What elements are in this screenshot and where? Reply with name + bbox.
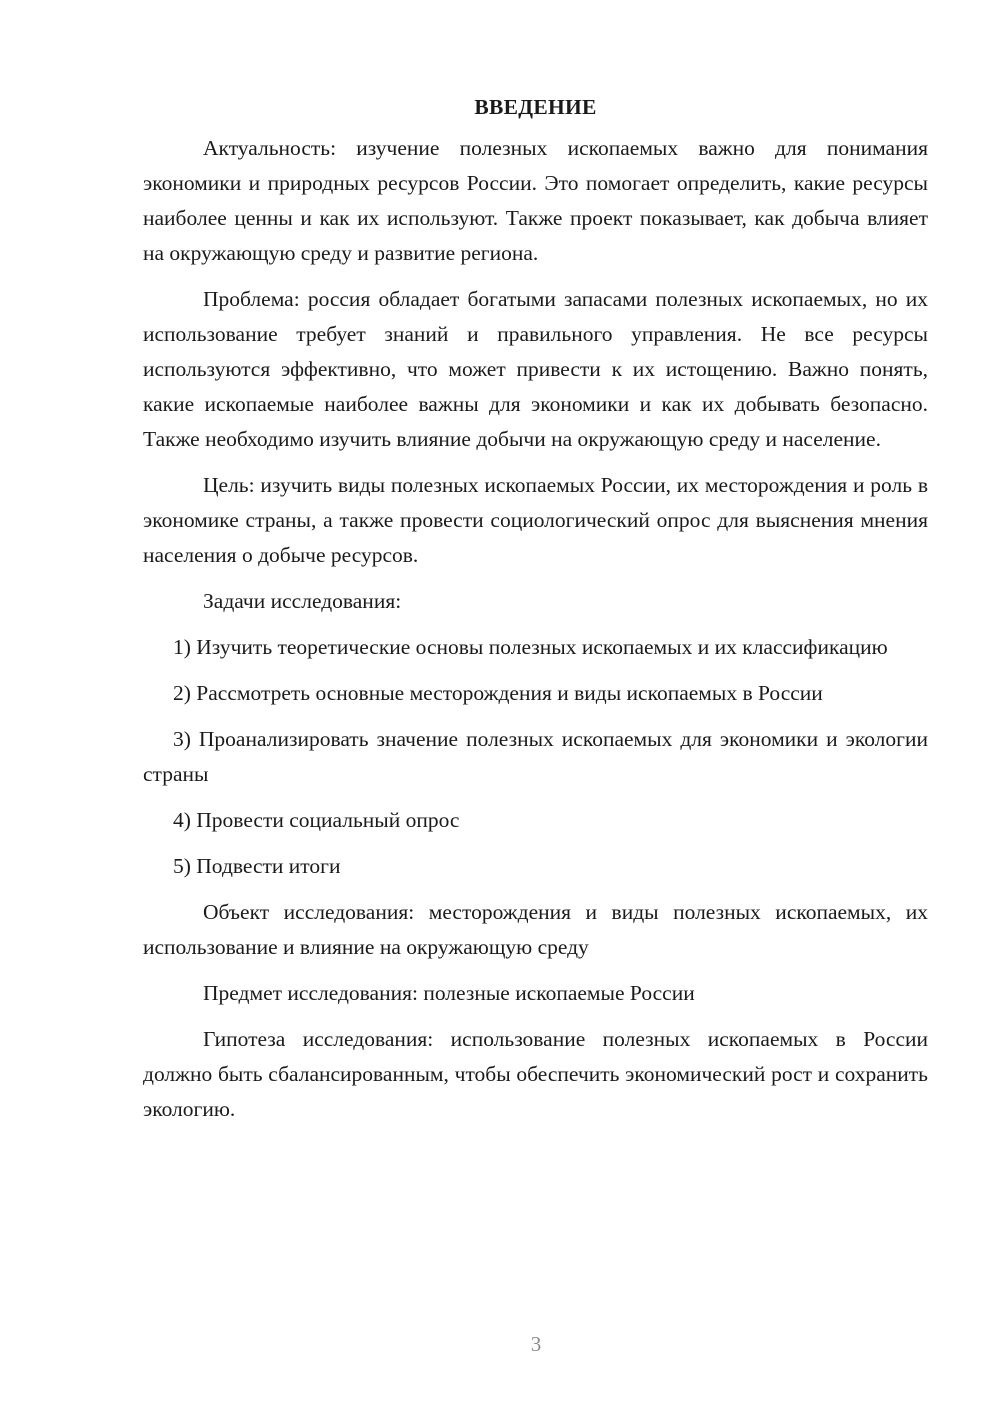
problem-paragraph: Проблема: россия обладает богатыми запасами полезных ископаемых, но их использование требует знаний и правильного управления. Не все ресурсы используются эффективно, что может привести к их истощению. Важно понять, какие ископаемые наиболее важны для экономики и как их добывать безопасно. Также необходимо изучить влияние добычи на окружающую среду и население. bbox=[143, 287, 928, 451]
section-heading: ВВЕДЕНИЕ bbox=[474, 95, 597, 119]
tasks-title: Задачи исследования: bbox=[203, 589, 402, 613]
goal-paragraph: Цель: изучить виды полезных ископаемых России, их месторождения и роль в экономике страны, а также провести социологический опрос для выяснения мнения населения о добыче ресурсов. bbox=[143, 473, 928, 567]
hypothesis-paragraph: Гипотеза исследования: использование полезных ископаемых в России должно быть сбалансированным, чтобы обеспечить экономический рост и сохранить экологию. bbox=[143, 1027, 928, 1121]
relevance-paragraph: Актуальность: изучение полезных ископаемых важно для понимания экономики и природных ресурсов России. Это помогает определить, какие ресурсы наиболее ценны и как их используют. Также проект показывает, как добыча влияет на окружающую среду и развитие региона. bbox=[143, 136, 928, 265]
tasks-list bbox=[143, 630, 928, 884]
task-item: 4) Провести социальный опрос bbox=[173, 808, 460, 832]
subject-paragraph: Предмет исследования: полезные ископаемые России bbox=[203, 981, 695, 1005]
document-page bbox=[143, 90, 928, 1138]
page-number: 3 bbox=[530, 1332, 542, 1356]
task-item: 3) Проанализировать значение полезных ископаемых для экономики и экологии страны bbox=[143, 727, 928, 786]
task-item: 1) Изучить теоретические основы полезных ископаемых и их классификацию bbox=[173, 635, 888, 659]
object-paragraph: Объект исследования: месторождения и виды полезных ископаемых, их использование и влияние на окружающую среду bbox=[143, 900, 928, 959]
task-item: 2) Рассмотреть основные месторождения и виды ископаемых в России bbox=[173, 681, 823, 705]
task-item: 5) Подвести итоги bbox=[173, 854, 341, 878]
